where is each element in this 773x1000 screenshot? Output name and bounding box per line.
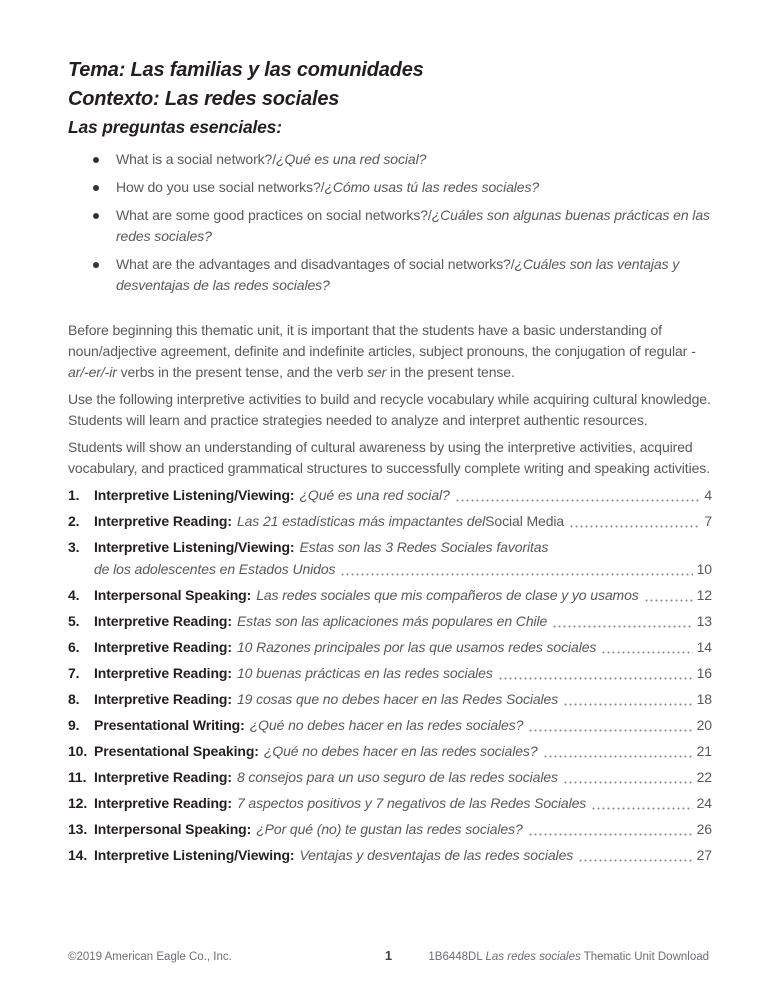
toc-item-label: Presentational Writing:: [94, 717, 245, 733]
toc-item-title: ¿Qué no debes hacer en las redes sociales?: [249, 717, 524, 733]
toc-item-line1: [68, 663, 712, 684]
contexto-heading: Contexto: Las redes sociales: [68, 88, 340, 110]
toc-item: [68, 793, 712, 814]
toc-item-line1: [68, 485, 712, 506]
question-spanish: ¿Cómo usas tú las redes sociales?: [324, 179, 540, 195]
toc-page-number: 21: [696, 743, 712, 759]
toc-dot-leader: [528, 729, 692, 732]
toc-item-line1: [68, 537, 712, 558]
essential-question-text: [116, 177, 539, 198]
toc-item-title-suffix: Social Media: [485, 513, 565, 529]
question-english: How do you use social networks?/: [116, 179, 325, 195]
toc-item-line1: [68, 767, 712, 788]
toc-item-label: Interpretive Reading:: [94, 769, 232, 785]
intro-p1-verb-ser: ser: [367, 364, 387, 380]
toc-item: [68, 585, 712, 606]
table-of-contents: [68, 485, 712, 866]
toc-item-label: Interpretive Reading:: [94, 691, 232, 707]
intro-p1-verb-endings: -ar/-er/-ir: [68, 343, 696, 380]
intro-paragraph-1: [68, 320, 712, 383]
essential-question-item: [68, 254, 712, 296]
question-spanish: ¿Qué es una red social?: [276, 151, 427, 167]
toc-dot-leader: [552, 625, 692, 628]
toc-item-number: 1.: [68, 487, 80, 503]
toc-item-title: 10 buenas prácticas en las redes sociales: [236, 665, 493, 681]
toc-item-line1: [68, 819, 712, 840]
toc-page-number: 7: [704, 513, 712, 529]
toc-item-line1: [68, 511, 712, 532]
page-content: [68, 56, 712, 871]
bullet-icon: [93, 262, 99, 268]
toc-item-number: 3.: [68, 539, 80, 555]
toc-dot-leader: [340, 573, 692, 576]
toc-item-label: Interpretive Reading:: [94, 639, 232, 655]
toc-item-label: Interpretive Reading:: [94, 513, 232, 529]
toc-page-number: 13: [696, 613, 712, 629]
toc-item-title-line2: de los adolescentes en Estados Unidos: [94, 561, 336, 577]
toc-item: [68, 637, 712, 658]
toc-item: [68, 819, 712, 840]
question-spanish: ¿Cuáles son algunas buenas prácticas en las redes sociales?: [116, 207, 710, 244]
toc-item-label: Interpretive Listening/Viewing:: [94, 847, 295, 863]
toc-dot-leader: [578, 859, 692, 862]
toc-item-line1: [68, 611, 712, 632]
toc-page-number: 20: [696, 717, 712, 733]
toc-item-label: Interpretive Listening/Viewing:: [94, 539, 295, 555]
question-english: What are some good practices on social networks?/: [116, 207, 432, 223]
essential-question-text: [116, 149, 426, 170]
essential-questions-list: [68, 149, 712, 296]
essential-question-text: [116, 205, 712, 247]
page-footer: [68, 948, 709, 963]
toc-dot-leader: [569, 525, 700, 528]
page-number: 1: [384, 948, 393, 963]
essential-question-item: [68, 149, 712, 170]
toc-item-line1: [68, 637, 712, 658]
toc-item: [68, 845, 712, 866]
toc-item-number: 10.: [68, 743, 88, 759]
toc-item-title: Las redes sociales que mis compañeros de clase y yo usamos: [256, 587, 639, 603]
intro-p1-text: verbs in the present tense, and the verb: [116, 364, 368, 380]
question-spanish: ¿Cuáles son las ventajas y desventajas de las redes sociales?: [116, 256, 680, 293]
toc-item-line1: [68, 689, 712, 710]
bullet-icon: [93, 213, 99, 219]
toc-item: [68, 485, 712, 506]
bullet-icon: [93, 185, 99, 191]
toc-item-label: Interpretive Listening/Viewing:: [94, 487, 295, 503]
toc-item-line1: [68, 715, 712, 736]
essential-question-item: [68, 177, 712, 198]
toc-item-number: 4.: [68, 587, 80, 603]
toc-item-number: 6.: [68, 639, 80, 655]
toc-item-number: 13.: [68, 821, 88, 837]
toc-item-title: ¿Qué es una red social?: [299, 487, 450, 503]
toc-item-line1: [68, 585, 712, 606]
intro-paragraph-3: Students will show an understanding of cultural awareness by using the interpretive activities, acquired vocabulary, and practiced grammatical structures to successfully complete writing and speaking activities.: [68, 439, 710, 476]
product-code-text: [392, 951, 709, 963]
toc-item-title: 8 consejos para un uso seguro de las redes sociales: [236, 769, 558, 785]
bullet-icon: [93, 157, 99, 163]
toc-page-number: 24: [696, 795, 712, 811]
toc-item-title: ¿Qué no debes hacer en las redes sociales?: [263, 743, 538, 759]
intro-paragraphs: [68, 320, 712, 479]
toc-item: [68, 537, 712, 580]
copyright-text: ©2019 American Eagle Co., Inc.: [68, 951, 232, 963]
toc-item-title: Estas son las 3 Redes Sociales favoritas: [299, 539, 549, 555]
question-english: What is a social network?/: [116, 151, 277, 167]
toc-page-number: 18: [696, 691, 712, 707]
toc-item-title: ¿Por qué (no) te gustan las redes sociales?: [256, 821, 523, 837]
toc-item-number: 5.: [68, 613, 80, 629]
toc-item-title: Ventajas y desventajas de las redes sociales: [299, 847, 574, 863]
toc-item-line1: [68, 845, 712, 866]
toc-item-title: Las 21 estadísticas más impactantes del: [236, 513, 486, 529]
toc-item: [68, 689, 712, 710]
intro-p1-text: in the present tense.: [386, 364, 515, 380]
toc-item-label: Presentational Speaking:: [94, 743, 259, 759]
toc-page-number: 22: [696, 769, 712, 785]
toc-dot-leader: [498, 677, 693, 680]
product-title: Las redes sociales: [485, 951, 581, 963]
toc-item-line1: [68, 793, 712, 814]
toc-item-title: 7 aspectos positivos y 7 negativos de las Redes Sociales: [236, 795, 587, 811]
toc-item: [68, 611, 712, 632]
toc-page-number: 16: [696, 665, 712, 681]
toc-item-title: 10 Razones principales por las que usamos redes sociales: [236, 639, 597, 655]
product-code: 1B6448DL: [428, 951, 486, 963]
toc-item-number: 2.: [68, 513, 80, 529]
toc-item-number: 14.: [68, 847, 88, 863]
toc-item-label: Interpretive Reading:: [94, 613, 232, 629]
toc-item: [68, 715, 712, 736]
toc-item-number: 9.: [68, 717, 80, 733]
toc-dot-leader: [543, 755, 693, 758]
toc-item: [68, 663, 712, 684]
tema-heading: Tema: Las familias y las comunidades: [68, 59, 424, 81]
toc-dot-leader: [601, 651, 692, 654]
toc-item-number: 7.: [68, 665, 80, 681]
essential-questions-heading: Las preguntas esenciales:: [68, 117, 282, 137]
toc-dot-leader: [455, 499, 701, 502]
toc-page-number: 4: [704, 487, 712, 503]
toc-page-number: 26: [696, 821, 712, 837]
toc-item-title: 19 cosas que no debes hacer en las Redes Sociales: [236, 691, 559, 707]
toc-dot-leader: [528, 833, 693, 836]
toc-dot-leader: [563, 703, 692, 706]
toc-dot-leader: [563, 781, 693, 784]
intro-p1-text: Before beginning this thematic unit, it is important that the students have a basic understanding of noun/adjective agreement, definite and indefinite articles, subject pronouns, the conjugation of regular: [68, 322, 692, 359]
toc-item: [68, 767, 712, 788]
essential-question-text: [116, 254, 712, 296]
toc-dot-leader: [644, 599, 693, 602]
toc-page-number: 27: [696, 847, 712, 863]
toc-item: [68, 741, 712, 762]
toc-item-number: 12.: [68, 795, 88, 811]
toc-item-line1: [68, 741, 712, 762]
toc-item-line2: [68, 559, 712, 580]
intro-paragraph-2: Use the following interpretive activities to build and recycle vocabulary while acquiring cultural knowledge. Students will learn and practice strategies needed to analyze and interpret authentic resources.: [68, 391, 711, 428]
toc-page-number: 14: [696, 639, 712, 655]
essential-question-item: [68, 205, 712, 247]
toc-item-label: Interpretive Reading:: [94, 665, 232, 681]
toc-page-number: 12: [696, 587, 712, 603]
toc-page-number: 10: [696, 561, 712, 577]
toc-item-title: Estas son las aplicaciones más populares en Chile: [236, 613, 548, 629]
toc-dot-leader: [591, 807, 692, 810]
toc-item-number: 11.: [68, 769, 87, 785]
toc-item-label: Interpersonal Speaking:: [94, 821, 252, 837]
question-english: What are the advantages and disadvantages of social networks?/: [116, 256, 515, 272]
toc-item: [68, 511, 712, 532]
toc-item-number: 8.: [68, 691, 80, 707]
toc-item-label: Interpersonal Speaking:: [94, 587, 252, 603]
product-suffix: Thematic Unit Download: [580, 951, 710, 963]
toc-item-label: Interpretive Reading:: [94, 795, 232, 811]
